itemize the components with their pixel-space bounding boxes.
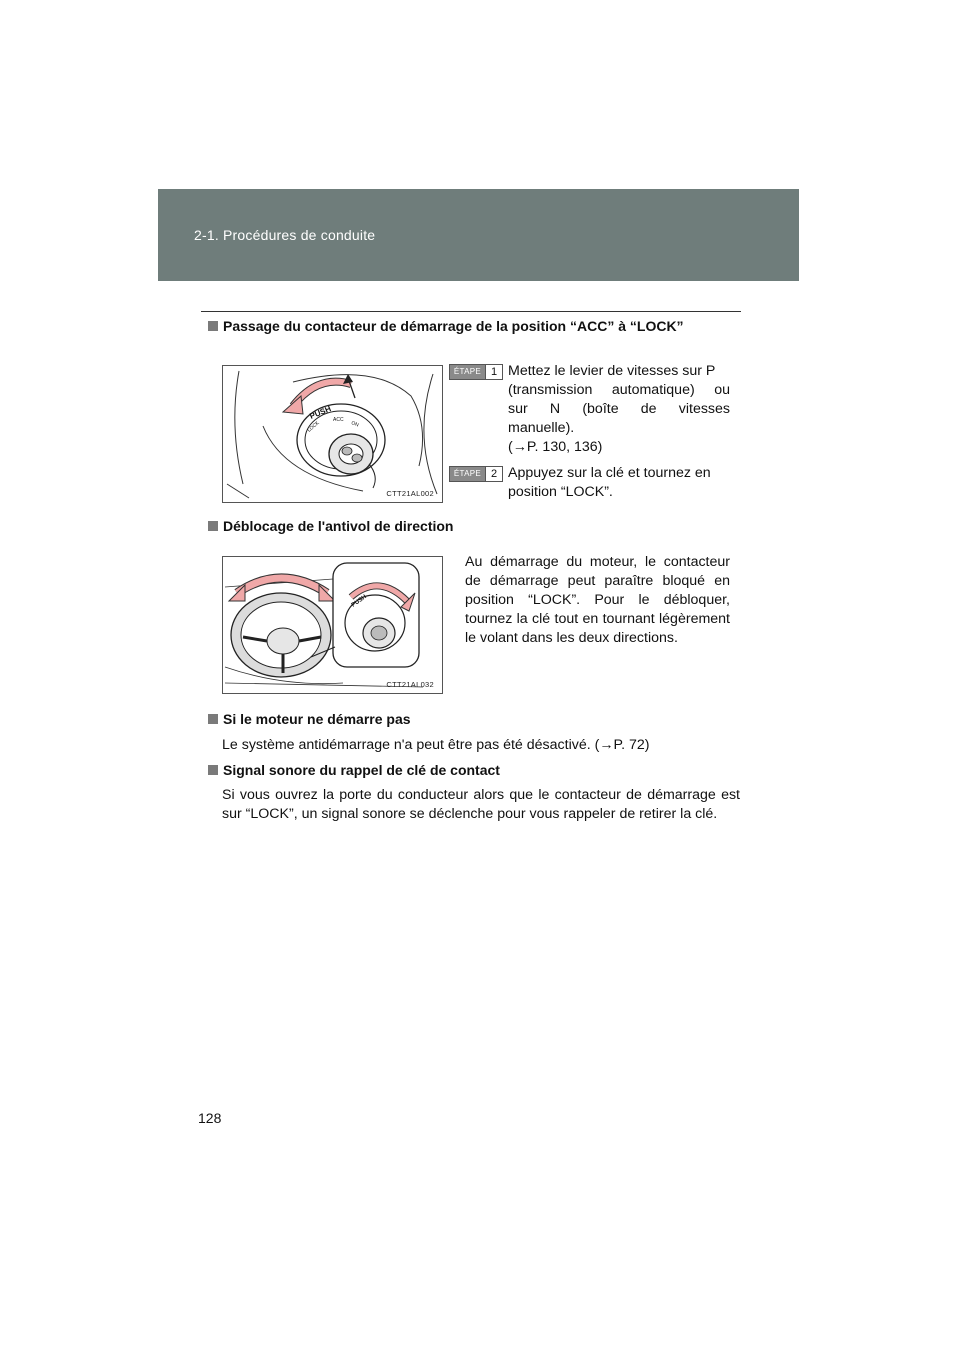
section-title-steering-lock: [208, 518, 454, 534]
step-1-badge: [449, 364, 503, 380]
step-line: sur N (boîte de vitesses: [508, 401, 730, 417]
square-bullet-icon: [208, 714, 218, 724]
section-title-text: Passage du contacteur de démarrage de la position “ACC” à “LOCK”: [223, 318, 684, 334]
figure-code: CTT21AL032: [386, 680, 434, 689]
step-1-text: [508, 362, 730, 457]
svg-text:PUSH: PUSH: [308, 404, 333, 421]
page-number: 128: [198, 1110, 222, 1126]
ignition-illustration: [223, 366, 442, 502]
svg-text:ON: ON: [350, 420, 360, 429]
section-title-text: Si le moteur ne démarre pas: [223, 711, 411, 727]
steering-lock-text: Au démarrage du moteur, le contacteur de démarrage peut paraître bloqué en position “LOCK”. Pour le débloquer, tournez la clé tout en tournant légèrement le volant dans les deux directions.: [465, 554, 730, 646]
step-badge-label: ÉTAPE: [450, 365, 485, 379]
square-bullet-icon: [208, 765, 218, 775]
step-2-badge: [449, 466, 503, 482]
svg-text:PUSH: PUSH: [350, 594, 368, 609]
engine-not-start-text: Le système antidémarrage n'a peut être pas été désactivé. (→P. 72): [222, 737, 650, 753]
step-badge-number: 1: [485, 365, 502, 379]
step-line: (transmission automatique) ou: [508, 382, 730, 398]
svg-text:LOCK: LOCK: [306, 420, 321, 434]
section-title-engine-not-start: [208, 711, 411, 727]
section-title-key-reminder: [208, 762, 500, 778]
steering-illustration: [223, 557, 442, 693]
section-title-acc-to-lock: [208, 318, 684, 334]
chapter-header: [158, 189, 799, 281]
header-rule: [201, 311, 741, 312]
chapter-title: 2-1. Procédures de conduite: [194, 227, 376, 243]
section-title-text: Déblocage de l'antivol de direction: [223, 518, 454, 534]
step-line: Mettez le levier de vitesses sur P: [508, 363, 716, 379]
step-2-text: [508, 464, 730, 502]
step-line: Appuyez sur la clé et tournez en: [508, 465, 711, 481]
section-title-text: Signal sonore du rappel de clé de contact: [223, 762, 500, 778]
svg-text:ACC: ACC: [333, 417, 344, 423]
step-line: position “LOCK”.: [508, 484, 613, 500]
step-badge-label: ÉTAPE: [450, 467, 485, 481]
key-reminder-text: Si vous ouvrez la porte du conducteur alors que le contacteur de démarrage est sur “LOCK”, un signal sonore se déclenche pour vous rappeler de retirer la clé.: [222, 787, 740, 822]
square-bullet-icon: [208, 321, 218, 331]
square-bullet-icon: [208, 521, 218, 531]
figure-steering-wheel: [222, 556, 443, 694]
figure-code: CTT21AL002: [386, 489, 434, 498]
figure-ignition-switch: [222, 365, 443, 503]
step-badge-number: 2: [485, 467, 502, 481]
step-line: manuelle).: [508, 420, 575, 436]
step-line: (→P. 130, 136): [508, 439, 603, 455]
